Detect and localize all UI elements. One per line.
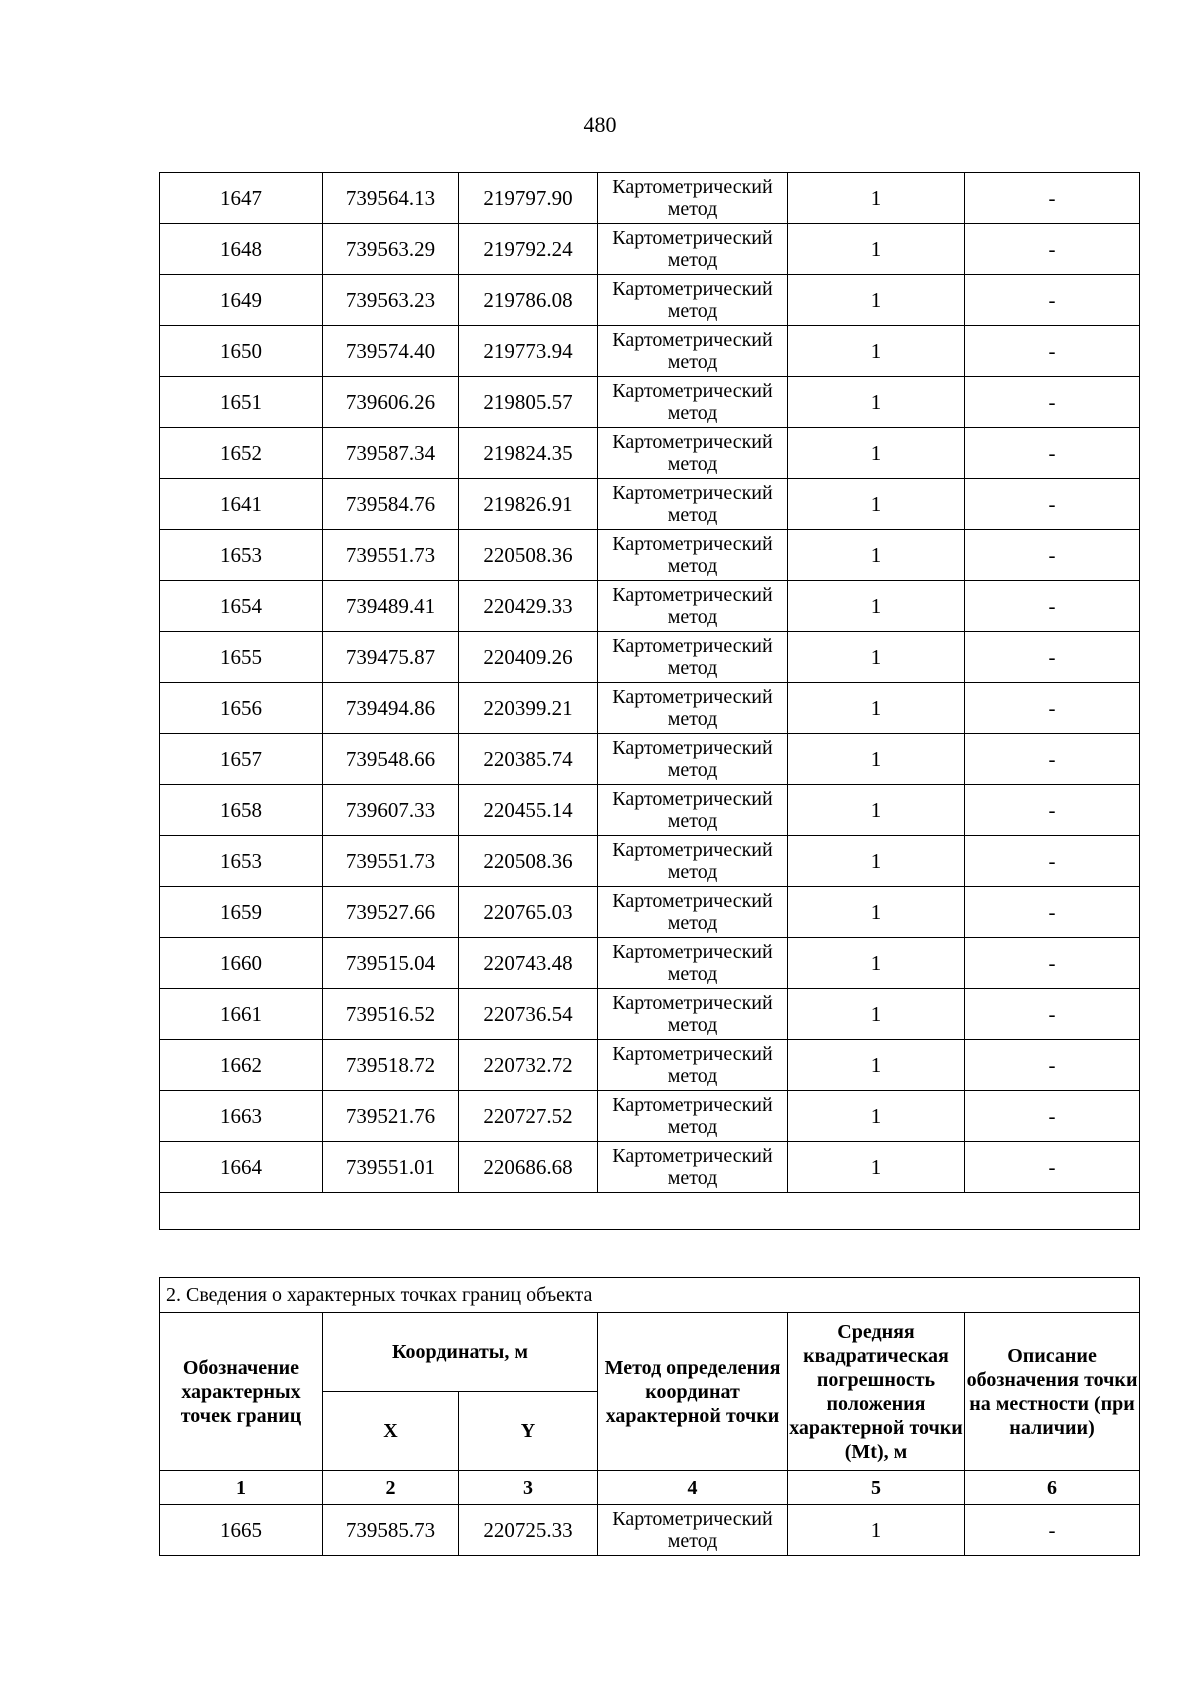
cell-point: 1663 bbox=[160, 1091, 323, 1142]
header-y: Y bbox=[459, 1392, 598, 1471]
cell-point: 1660 bbox=[160, 938, 323, 989]
cell-description: - bbox=[965, 581, 1140, 632]
header-point-designation: Обозначение характерных точек границ bbox=[160, 1313, 323, 1471]
cell-x: 739475.87 bbox=[323, 632, 459, 683]
cell-error: 1 bbox=[788, 581, 965, 632]
table-row bbox=[160, 632, 1140, 683]
cell-y: 220736.54 bbox=[459, 989, 598, 1040]
table-row bbox=[160, 1505, 1140, 1556]
column-number: 2 bbox=[323, 1471, 459, 1505]
cell-point: 1664 bbox=[160, 1142, 323, 1193]
cell-method: Картометрический метод bbox=[598, 1040, 788, 1091]
cell-x: 739551.73 bbox=[323, 836, 459, 887]
header-description: Описание обозначения точки на местности (при наличии) bbox=[965, 1313, 1140, 1471]
table-row bbox=[160, 479, 1140, 530]
cell-method: Картометрический метод bbox=[598, 428, 788, 479]
cell-method: Картометрический метод bbox=[598, 377, 788, 428]
cell-point: 1654 bbox=[160, 581, 323, 632]
cell-error: 1 bbox=[788, 1505, 965, 1556]
cell-y: 220455.14 bbox=[459, 785, 598, 836]
cell-x: 739489.41 bbox=[323, 581, 459, 632]
table-row bbox=[160, 836, 1140, 887]
cell-x: 739515.04 bbox=[323, 938, 459, 989]
cell-x: 739574.40 bbox=[323, 326, 459, 377]
cell-x: 739563.29 bbox=[323, 224, 459, 275]
cell-x: 739551.73 bbox=[323, 530, 459, 581]
cell-y: 219797.90 bbox=[459, 173, 598, 224]
cell-y: 220399.21 bbox=[459, 683, 598, 734]
table-row bbox=[160, 275, 1140, 326]
coordinates-table-continued bbox=[159, 172, 1140, 1230]
cell-y: 220385.74 bbox=[459, 734, 598, 785]
cell-description: - bbox=[965, 377, 1140, 428]
cell-y: 219786.08 bbox=[459, 275, 598, 326]
cell-y: 219773.94 bbox=[459, 326, 598, 377]
cell-description: - bbox=[965, 1040, 1140, 1091]
cell-y: 220732.72 bbox=[459, 1040, 598, 1091]
cell-error: 1 bbox=[788, 173, 965, 224]
cell-method: Картометрический метод bbox=[598, 887, 788, 938]
cell-description: - bbox=[965, 1091, 1140, 1142]
cell-point: 1649 bbox=[160, 275, 323, 326]
cell-x: 739585.73 bbox=[323, 1505, 459, 1556]
cell-point: 1661 bbox=[160, 989, 323, 1040]
table-row bbox=[160, 887, 1140, 938]
table-row bbox=[160, 1040, 1140, 1091]
cell-error: 1 bbox=[788, 734, 965, 785]
cell-error: 1 bbox=[788, 683, 965, 734]
cell-point: 1656 bbox=[160, 683, 323, 734]
cell-error: 1 bbox=[788, 632, 965, 683]
cell-description: - bbox=[965, 173, 1140, 224]
table-row bbox=[160, 1091, 1140, 1142]
cell-error: 1 bbox=[788, 224, 965, 275]
table-row bbox=[160, 1142, 1140, 1193]
cell-description: - bbox=[965, 428, 1140, 479]
cell-x: 739518.72 bbox=[323, 1040, 459, 1091]
cell-x: 739584.76 bbox=[323, 479, 459, 530]
column-number: 3 bbox=[459, 1471, 598, 1505]
cell-point: 1650 bbox=[160, 326, 323, 377]
cell-x: 739516.52 bbox=[323, 989, 459, 1040]
page-number: 480 bbox=[583, 112, 617, 137]
cell-point: 1659 bbox=[160, 887, 323, 938]
column-number: 6 bbox=[965, 1471, 1140, 1505]
cell-y: 220508.36 bbox=[459, 836, 598, 887]
cell-method: Картометрический метод bbox=[598, 989, 788, 1040]
cell-y: 220743.48 bbox=[459, 938, 598, 989]
table-row bbox=[160, 989, 1140, 1040]
cell-method: Картометрический метод bbox=[598, 1142, 788, 1193]
cell-x: 739564.13 bbox=[323, 173, 459, 224]
table-row bbox=[160, 683, 1140, 734]
cell-error: 1 bbox=[788, 479, 965, 530]
table-row bbox=[160, 785, 1140, 836]
header-coordinates: Координаты, м bbox=[323, 1313, 598, 1392]
cell-x: 739548.66 bbox=[323, 734, 459, 785]
cell-description: - bbox=[965, 1142, 1140, 1193]
cell-point: 1655 bbox=[160, 632, 323, 683]
cell-y: 220686.68 bbox=[459, 1142, 598, 1193]
cell-error: 1 bbox=[788, 1091, 965, 1142]
table-row bbox=[160, 530, 1140, 581]
cell-x: 739606.26 bbox=[323, 377, 459, 428]
cell-y: 220429.33 bbox=[459, 581, 598, 632]
cell-error: 1 bbox=[788, 938, 965, 989]
cell-method: Картометрический метод bbox=[598, 938, 788, 989]
cell-description: - bbox=[965, 479, 1140, 530]
cell-x: 739587.34 bbox=[323, 428, 459, 479]
section2-table bbox=[159, 1277, 1140, 1556]
cell-description: - bbox=[965, 836, 1140, 887]
cell-x: 739527.66 bbox=[323, 887, 459, 938]
cell-description: - bbox=[965, 326, 1140, 377]
table-row bbox=[160, 581, 1140, 632]
header-x: X bbox=[323, 1392, 459, 1471]
cell-point: 1657 bbox=[160, 734, 323, 785]
table-row bbox=[160, 326, 1140, 377]
cell-error: 1 bbox=[788, 887, 965, 938]
cell-y: 219792.24 bbox=[459, 224, 598, 275]
cell-error: 1 bbox=[788, 989, 965, 1040]
cell-x: 739551.01 bbox=[323, 1142, 459, 1193]
cell-point: 1651 bbox=[160, 377, 323, 428]
cell-description: - bbox=[965, 683, 1140, 734]
section2-title: 2. Сведения о характерных точках границ объекта bbox=[160, 1278, 1140, 1313]
cell-point: 1653 bbox=[160, 530, 323, 581]
cell-description: - bbox=[965, 989, 1140, 1040]
cell-description: - bbox=[965, 275, 1140, 326]
header-mean-square-error: Средняя квадратическая погрешность положения характерной точки (Mt), м bbox=[788, 1313, 965, 1471]
cell-error: 1 bbox=[788, 428, 965, 479]
cell-description: - bbox=[965, 785, 1140, 836]
column-number: 4 bbox=[598, 1471, 788, 1505]
cell-method: Картометрический метод bbox=[598, 785, 788, 836]
cell-y: 220765.03 bbox=[459, 887, 598, 938]
cell-error: 1 bbox=[788, 275, 965, 326]
table-row bbox=[160, 734, 1140, 785]
cell-description: - bbox=[965, 530, 1140, 581]
empty-row bbox=[160, 1193, 1140, 1230]
table-row bbox=[160, 224, 1140, 275]
cell-error: 1 bbox=[788, 326, 965, 377]
cell-method: Картометрический метод bbox=[598, 581, 788, 632]
cell-y: 220508.36 bbox=[459, 530, 598, 581]
cell-description: - bbox=[965, 1505, 1140, 1556]
cell-error: 1 bbox=[788, 1040, 965, 1091]
cell-x: 739563.23 bbox=[323, 275, 459, 326]
cell-x: 739607.33 bbox=[323, 785, 459, 836]
cell-method: Картометрический метод bbox=[598, 836, 788, 887]
cell-point: 1662 bbox=[160, 1040, 323, 1091]
cell-y: 219805.57 bbox=[459, 377, 598, 428]
table-row bbox=[160, 428, 1140, 479]
cell-y: 219824.35 bbox=[459, 428, 598, 479]
cell-method: Картометрический метод bbox=[598, 632, 788, 683]
cell-method: Картометрический метод bbox=[598, 530, 788, 581]
cell-method: Картометрический метод bbox=[598, 734, 788, 785]
cell-point: 1641 bbox=[160, 479, 323, 530]
cell-point: 1652 bbox=[160, 428, 323, 479]
cell-method: Картометрический метод bbox=[598, 224, 788, 275]
column-number: 5 bbox=[788, 1471, 965, 1505]
column-number: 1 bbox=[160, 1471, 323, 1505]
cell-y: 219826.91 bbox=[459, 479, 598, 530]
cell-y: 220409.26 bbox=[459, 632, 598, 683]
cell-point: 1665 bbox=[160, 1505, 323, 1556]
cell-method: Картометрический метод bbox=[598, 326, 788, 377]
cell-error: 1 bbox=[788, 530, 965, 581]
cell-description: - bbox=[965, 734, 1140, 785]
cell-description: - bbox=[965, 632, 1140, 683]
cell-method: Картометрический метод bbox=[598, 1091, 788, 1142]
cell-y: 220727.52 bbox=[459, 1091, 598, 1142]
cell-description: - bbox=[965, 938, 1140, 989]
cell-x: 739521.76 bbox=[323, 1091, 459, 1142]
cell-point: 1647 bbox=[160, 173, 323, 224]
cell-method: Картометрический метод bbox=[598, 173, 788, 224]
cell-method: Картометрический метод bbox=[598, 683, 788, 734]
cell-y: 220725.33 bbox=[459, 1505, 598, 1556]
cell-point: 1648 bbox=[160, 224, 323, 275]
cell-error: 1 bbox=[788, 377, 965, 428]
cell-method: Картометрический метод bbox=[598, 275, 788, 326]
table-row bbox=[160, 377, 1140, 428]
cell-error: 1 bbox=[788, 785, 965, 836]
cell-error: 1 bbox=[788, 836, 965, 887]
cell-method: Картометрический метод bbox=[598, 479, 788, 530]
cell-description: - bbox=[965, 887, 1140, 938]
header-method: Метод определения координат характерной точки bbox=[598, 1313, 788, 1471]
table-row bbox=[160, 173, 1140, 224]
cell-error: 1 bbox=[788, 1142, 965, 1193]
cell-description: - bbox=[965, 224, 1140, 275]
cell-x: 739494.86 bbox=[323, 683, 459, 734]
cell-point: 1653 bbox=[160, 836, 323, 887]
cell-method: Картометрический метод bbox=[598, 1505, 788, 1556]
cell-point: 1658 bbox=[160, 785, 323, 836]
table-row bbox=[160, 938, 1140, 989]
